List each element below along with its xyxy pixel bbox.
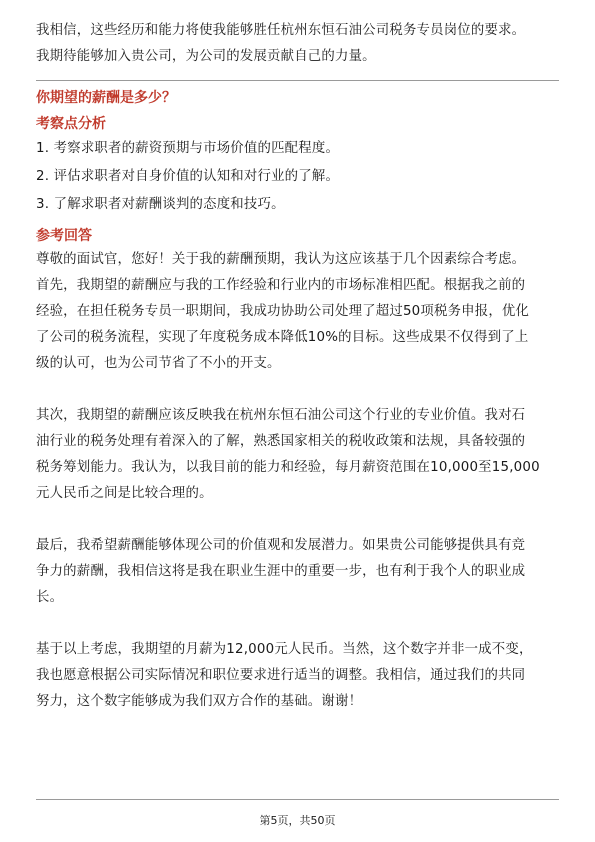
answer-line: 油行业的税务处理有着深入的了解，熟悉国家相关的税收政策和法规，具备较强的	[36, 434, 526, 449]
answer-line: 我也愿意根据公司实际情况和职位要求进行适当的调整。我相信，通过我们的共同	[36, 668, 526, 683]
answer-line: 经验，在担任税务专员一职期间，我成功协助公司处理了超过50项税务申报，优化	[36, 304, 530, 319]
analysis-item: 2. 评估求职者对自身价值的认知和对行业的了解。	[36, 169, 340, 184]
intro-line: 我相信，这些经历和能力将使我能够胜任杭州东恒石油公司税务专员岗位的要求。	[36, 23, 526, 38]
answer-line: 尊敬的面试官，您好！关于我的薪酬预期，我认为这应该基于几个因素综合考虑。	[36, 252, 526, 267]
answer-line: 级的认可，也为公司节省了不小的开支。	[36, 356, 281, 371]
answer-paragraph	[36, 403, 559, 507]
answer-heading: 参考回答	[36, 228, 92, 244]
analysis-item: 3. 了解求职者对薪酬谈判的态度和技巧。	[36, 197, 285, 212]
answer-line: 基于以上考虑，我期望的月薪为12,000元人民币。当然，这个数字并非一成不变，	[36, 642, 533, 657]
paragraph-gap	[36, 611, 559, 637]
answer-line: 最后，我希望薪酬能够体现公司的价值观和发展潜力。如果贵公司能够提供具有竞	[36, 538, 526, 553]
question-title: 你期望的薪酬是多少？	[36, 90, 176, 106]
paragraph-gap	[36, 507, 559, 533]
analysis-item: 1. 考察求职者的薪资预期与市场价值的匹配程度。	[36, 141, 340, 156]
intro-section	[36, 18, 559, 70]
answer-line: 首先，我期望的薪酬应与我的工作经验和行业内的市场标准相匹配。根据我之前的	[36, 278, 526, 293]
page-number: 第5页，共50页	[259, 814, 336, 827]
answer-line: 其次，我期望的薪酬应该反映我在杭州东恒石油公司这个行业的专业价值。我对石	[36, 408, 526, 423]
answer-paragraph	[36, 533, 559, 611]
answer-line: 元人民币之间是比较合理的。	[36, 486, 213, 501]
answer-paragraph	[36, 247, 559, 377]
section-divider	[36, 80, 559, 81]
paragraph-gap	[36, 377, 559, 403]
answer-line: 争力的薪酬，我相信这将是我在职业生涯中的重要一步，也有利于我个人的职业成	[36, 564, 526, 579]
answer-line: 努力，这个数字能够成为我们双方合作的基础。谢谢！	[36, 694, 363, 709]
answer-paragraph	[36, 637, 559, 715]
answer-line: 长。	[36, 590, 64, 605]
analysis-heading: 考察点分析	[36, 116, 106, 132]
answer-line: 税务筹划能力。我认为，以我目前的能力和经验，每月薪资范围在10,000至15,000	[36, 460, 540, 475]
intro-line: 我期待能够加入贵公司，为公司的发展贡献自己的力量。	[36, 49, 376, 64]
footer-divider	[36, 799, 559, 800]
analysis-list	[36, 135, 559, 219]
page-content	[36, 18, 559, 715]
answer-line: 了公司的税务流程，实现了年度税务成本降低10%的目标。这些成果不仅得到了上	[36, 330, 529, 345]
